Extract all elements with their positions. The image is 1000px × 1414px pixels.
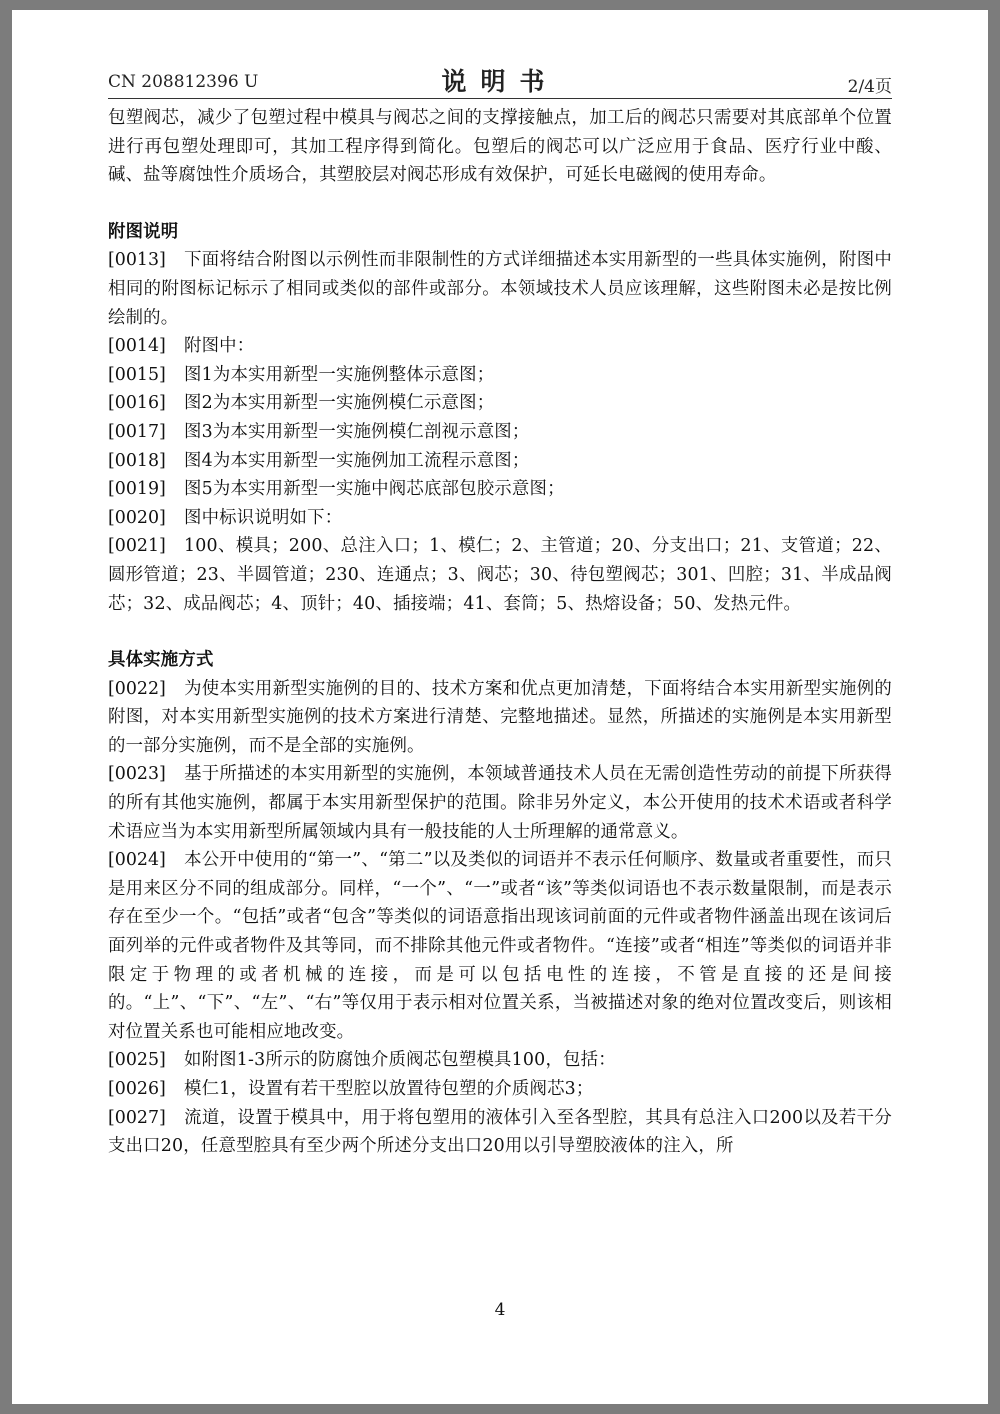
paragraph-text: 图3为本实用新型一实施例模仁剖视示意图； <box>184 421 530 442</box>
paragraph-text: 附图中： <box>184 336 255 357</box>
paragraph-text: 图4为本实用新型一实施例加工流程示意图； <box>184 450 530 471</box>
paragraph-number: [0022] <box>108 678 166 699</box>
paragraph-number: [0016] <box>108 393 166 414</box>
paragraph-0025 <box>108 1046 892 1075</box>
paragraph-text: 本公开中使用的“第一”、“第二”以及类似的词语并不表示任何顺序、数量或者重要性，而只是用来区分不同的组成部分。同样，“一个”、“一”或者“该”等类似词语也不表示数量限制，而是表示存在至少一个。“包括”或者“包含”等类似的词语意指出现该词前面的元件或者物件涵盖出现在该词后面列举的元件或者物件及其等同，而不排除其他元件或者物件。“连接”或者“相连”等类似的词语并非限定于物理的或者机械的连接，而是可以包括电性的连接，不管是直接的还是间接的。“上”、“下”、“左”、“右”等仅用于表示相对位置关系，当被描述对象的绝对位置改变后，则该相对位置关系也可能相应地改变。 <box>108 850 892 1042</box>
paragraph-0023 <box>108 760 892 846</box>
section-heading-embodiments: 具体实施方式 <box>108 650 214 671</box>
page-indicator: 2/4页 <box>847 77 892 97</box>
paragraph-0022 <box>108 675 892 761</box>
paragraph-text: 下面将结合附图以示例性而非限制性的方式详细描述本实用新型的一些具体实施例，附图中相同的附图标记标示了相同或类似的部件或部分。本领域技术人员应该理解，这些附图未必是按比例绘制的。 <box>108 250 892 328</box>
paragraph-0014 <box>108 332 892 361</box>
paragraph-0024 <box>108 846 892 1046</box>
paragraph-number: [0017] <box>108 421 166 442</box>
paragraph-0020 <box>108 504 892 533</box>
paragraph-number: [0026] <box>108 1079 166 1099</box>
paragraph-text: 图5为本实用新型一实施中阀芯底部包胶示意图； <box>184 479 565 500</box>
paragraph-text: 模仁1，设置有若干型腔以放置待包塑的介质阀芯3； <box>184 1079 594 1099</box>
paragraph-number: [0023] <box>108 764 166 785</box>
intro-paragraph: 包塑阀芯，减少了包塑过程中模具与阀芯之间的支撑接触点，加工后的阀芯只需要对其底部单个位置进行再包塑处理即可，其加工程序得到简化。包塑后的阀芯可以广泛应用于食品、医疗行业中酸、碱、盐等腐蚀性介质场合，其塑胶层对阀芯形成有效保护，可延长电磁阀的使用寿命。 <box>108 108 892 186</box>
page-number: 4 <box>494 1300 506 1320</box>
paragraph-text: 基于所描述的本实用新型的实施例，本领域普通技术人员在无需创造性劳动的前提下所获得的所有其他实施例，都属于本实用新型保护的范围。除非另外定义，本公开使用的技术术语或者科学术语应当为本实用新型所属领域内具有一般技能的人士所理解的通常意义。 <box>108 764 892 842</box>
paragraph-text: 流道，设置于模具中，用于将包塑用的液体引入至各型腔，其具有总注入口200以及若干分支出口20，任意型腔具有至少两个所述分支出口20用以引导塑胶液体的注入，所 <box>108 1107 892 1157</box>
document-page <box>12 10 988 1404</box>
paragraph-0017 <box>108 418 892 447</box>
paragraph-0027 <box>108 1104 892 1161</box>
paragraph-text: 为使本实用新型实施例的目的、技术方案和优点更加清楚，下面将结合本实用新型实施例的附图，对本实用新型实施例的技术方案进行清楚、完整地描述。显然，所描述的实施例是本实用新型的一部分实施例，而不是全部的实施例。 <box>108 678 892 756</box>
paragraph-number: [0020] <box>108 507 166 528</box>
paragraph-number: [0019] <box>108 479 166 500</box>
paragraph-0016 <box>108 389 892 418</box>
paragraph-0019 <box>108 475 892 504</box>
paragraph-number: [0013] <box>108 250 166 271</box>
paragraph-number: [0024] <box>108 850 166 871</box>
paragraph-text: 图1为本实用新型一实施例整体示意图； <box>184 364 495 385</box>
paragraph-number: [0014] <box>108 336 166 357</box>
document-title: 说明书 <box>441 67 559 96</box>
paragraph-0026 <box>108 1075 892 1104</box>
paragraph-text: 图中标识说明如下： <box>184 507 343 528</box>
paragraph-number: [0021] <box>108 536 166 557</box>
header-rule <box>108 98 892 99</box>
paragraph-0013 <box>108 246 892 332</box>
paragraph-number: [0018] <box>108 450 166 471</box>
paragraph-0021 <box>108 532 892 618</box>
patent-number: CN 208812396 U <box>108 72 259 92</box>
paragraph-number: [0025] <box>108 1050 166 1071</box>
paragraph-0015 <box>108 361 892 390</box>
section-heading-drawings: 附图说明 <box>108 221 179 242</box>
document-body <box>108 104 892 1161</box>
paragraph-text: 如附图1-3所示的防腐蚀介质阀芯包塑模具100，包括： <box>184 1050 616 1071</box>
paragraph-number: [0015] <box>108 364 166 385</box>
paragraph-0018 <box>108 447 892 476</box>
paragraph-text: 100、模具；200、总注入口；1、模仁；2、主管道；20、分支出口；21、支管道；22、圆形管道；23、半圆管道；230、连通点；3、阀芯；30、待包塑阀芯；301、凹腔；31、半成品阀芯；32、成品阀芯；4、顶针；40、插接端；41、套筒；5、热熔设备；50、发热元件。 <box>108 536 892 614</box>
paragraph-number: [0027] <box>108 1107 166 1128</box>
paragraph-text: 图2为本实用新型一实施例模仁示意图； <box>184 393 495 414</box>
